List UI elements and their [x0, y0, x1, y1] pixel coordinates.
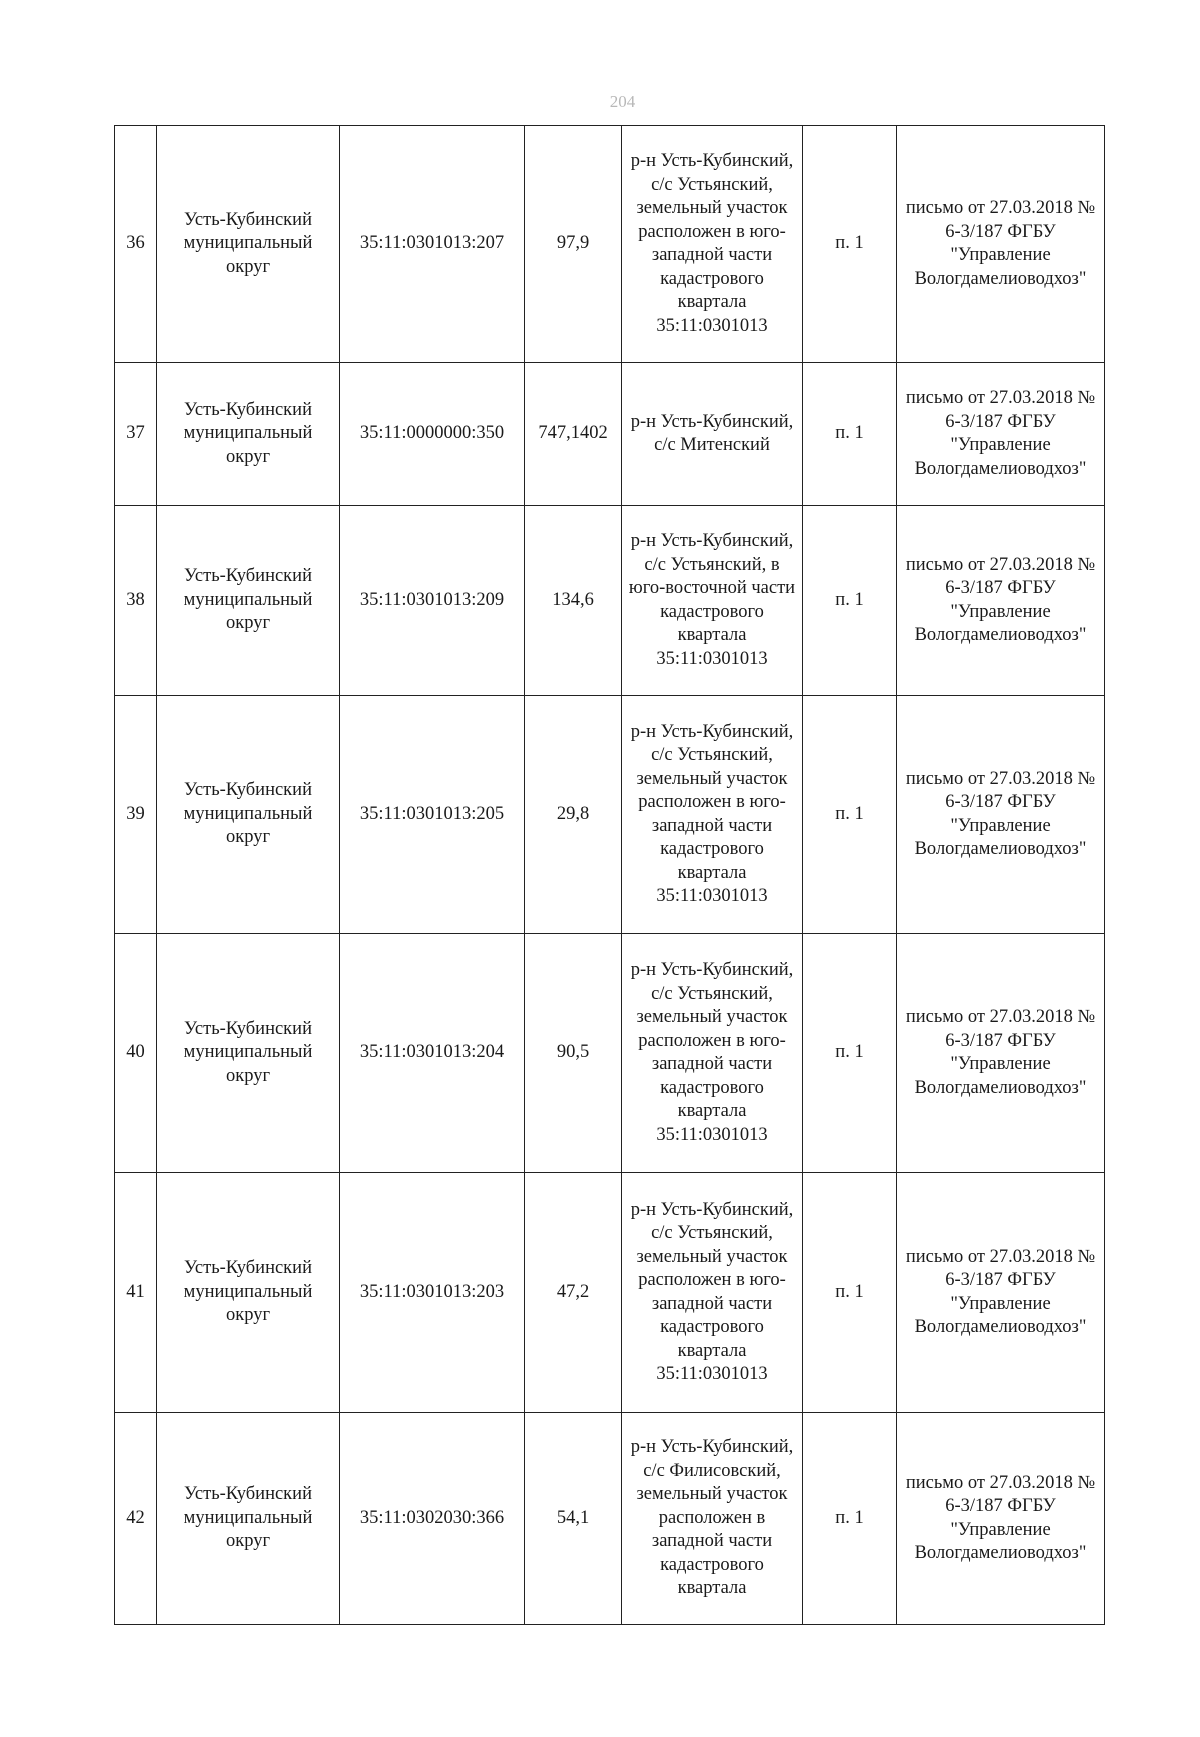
district-cell: Усть-Кубинский муниципальный округ	[157, 1413, 340, 1625]
location-cell: р-н Усть-Кубинский, с/с Устьянский, земельный участок расположен в юго-западной части кадастрового квартала 35:11:0301013	[622, 1173, 803, 1413]
area-cell: 90,5	[525, 934, 622, 1173]
district-cell: Усть-Кубинский муниципальный округ	[157, 934, 340, 1173]
area-cell: 47,2	[525, 1173, 622, 1413]
district-cell: Усть-Кубинский муниципальный округ	[157, 363, 340, 506]
row-number: 40	[115, 934, 157, 1173]
district-cell: Усть-Кубинский муниципальный округ	[157, 126, 340, 363]
basis-cell: письмо от 27.03.2018 № 6-3/187 ФГБУ "Управление Вологдамелиоводхоз"	[897, 934, 1105, 1173]
basis-cell: письмо от 27.03.2018 № 6-3/187 ФГБУ "Управление Вологдамелиоводхоз"	[897, 1173, 1105, 1413]
row-number: 36	[115, 126, 157, 363]
table-row	[115, 1413, 1105, 1625]
clause-cell: п. 1	[803, 696, 897, 934]
basis-cell: письмо от 27.03.2018 № 6-3/187 ФГБУ "Управление Вологдамелиоводхоз"	[897, 696, 1105, 934]
land-plots-table	[114, 125, 1105, 1625]
district-cell: Усть-Кубинский муниципальный округ	[157, 506, 340, 696]
table-row	[115, 934, 1105, 1173]
row-number: 41	[115, 1173, 157, 1413]
cadastral-number-cell: 35:11:0000000:350	[340, 363, 525, 506]
basis-cell: письмо от 27.03.2018 № 6-3/187 ФГБУ "Управление Вологдамелиоводхоз"	[897, 363, 1105, 506]
location-cell: р-н Усть-Кубинский, с/с Устьянский, земельный участок расположен в юго-западной части кадастрового квартала 35:11:0301013	[622, 126, 803, 363]
clause-cell: п. 1	[803, 126, 897, 363]
table-row	[115, 126, 1105, 363]
table-row	[115, 696, 1105, 934]
location-cell: р-н Усть-Кубинский, с/с Устьянский, земельный участок расположен в юго-западной части кадастрового квартала 35:11:0301013	[622, 934, 803, 1173]
cadastral-number-cell: 35:11:0301013:209	[340, 506, 525, 696]
row-number: 39	[115, 696, 157, 934]
area-cell: 97,9	[525, 126, 622, 363]
basis-cell: письмо от 27.03.2018 № 6-3/187 ФГБУ "Управление Вологдамелиоводхоз"	[897, 1413, 1105, 1625]
location-cell: р-н Усть-Кубинский, с/с Филисовский, земельный участок расположен в западной части кадастрового квартала	[622, 1413, 803, 1625]
page-number: 204	[609, 92, 636, 111]
district-cell: Усть-Кубинский муниципальный округ	[157, 696, 340, 934]
cadastral-number-cell: 35:11:0301013:203	[340, 1173, 525, 1413]
area-cell: 54,1	[525, 1413, 622, 1625]
clause-cell: п. 1	[803, 934, 897, 1173]
row-number: 37	[115, 363, 157, 506]
area-cell: 134,6	[525, 506, 622, 696]
clause-cell: п. 1	[803, 506, 897, 696]
table-row	[115, 1173, 1105, 1413]
row-number: 42	[115, 1413, 157, 1625]
row-number: 38	[115, 506, 157, 696]
cadastral-number-cell: 35:11:0301013:204	[340, 934, 525, 1173]
basis-cell: письмо от 27.03.2018 № 6-3/187 ФГБУ "Управление Вологдамелиоводхоз"	[897, 506, 1105, 696]
clause-cell: п. 1	[803, 1173, 897, 1413]
location-cell: р-н Усть-Кубинский, с/с Устьянский, земельный участок расположен в юго-западной части кадастрового квартала 35:11:0301013	[622, 696, 803, 934]
clause-cell: п. 1	[803, 1413, 897, 1625]
district-cell: Усть-Кубинский муниципальный округ	[157, 1173, 340, 1413]
area-cell: 747,1402	[525, 363, 622, 506]
table-row	[115, 363, 1105, 506]
clause-cell: п. 1	[803, 363, 897, 506]
cadastral-number-cell: 35:11:0301013:207	[340, 126, 525, 363]
cadastral-number-cell: 35:11:0301013:205	[340, 696, 525, 934]
area-cell: 29,8	[525, 696, 622, 934]
location-cell: р-н Усть-Кубинский, с/с Митенский	[622, 363, 803, 506]
location-cell: р-н Усть-Кубинский, с/с Устьянский, в юго-восточной части кадастрового квартала 35:11:0301013	[622, 506, 803, 696]
basis-cell: письмо от 27.03.2018 № 6-3/187 ФГБУ "Управление Вологдамелиоводхоз"	[897, 126, 1105, 363]
table-row	[115, 506, 1105, 696]
cadastral-number-cell: 35:11:0302030:366	[340, 1413, 525, 1625]
